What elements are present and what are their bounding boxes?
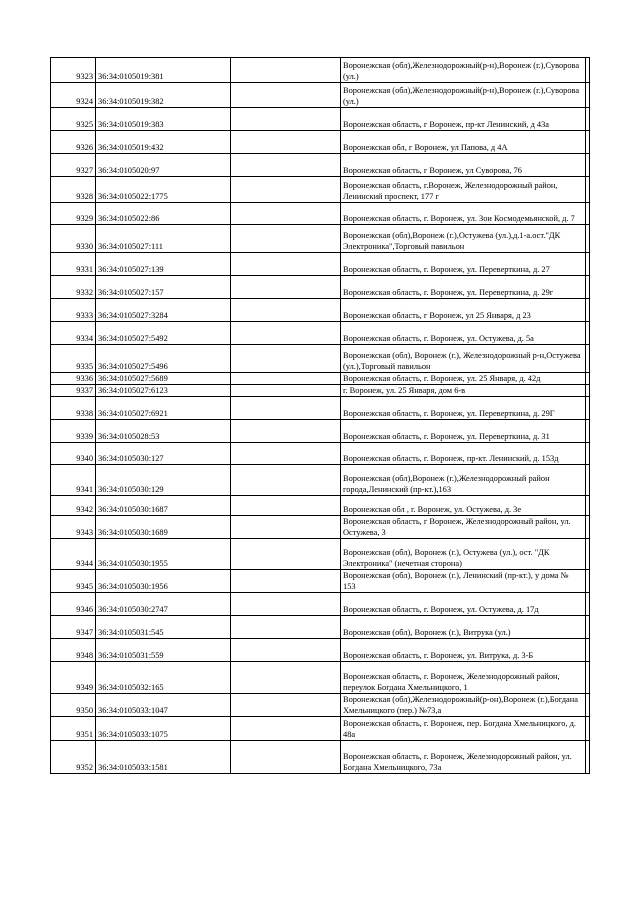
empty-cell — [586, 345, 590, 373]
empty-cell — [231, 420, 341, 443]
row-number: 9343 — [51, 516, 96, 539]
cadastral-number: 36:34:0105027:3284 — [96, 299, 231, 322]
empty-cell — [586, 443, 590, 465]
empty-cell — [231, 373, 341, 385]
cadastral-number: 36:34:0105033:1075 — [96, 717, 231, 741]
empty-cell — [586, 385, 590, 397]
cadastral-number: 36:34:0105027:5496 — [96, 345, 231, 373]
address-cell: Воронежская область, г. Воронеж, пер. Богдана Хмельницкого, д. 48а — [341, 717, 586, 741]
empty-cell — [231, 741, 341, 774]
table-row — [51, 397, 590, 420]
empty-cell — [231, 131, 341, 154]
cadastral-number: 36:34:0105027:111 — [96, 225, 231, 253]
table-row — [51, 83, 590, 108]
empty-cell — [586, 496, 590, 516]
row-number: 9334 — [51, 322, 96, 345]
table-row — [51, 496, 590, 516]
row-number: 9346 — [51, 593, 96, 616]
empty-cell — [586, 570, 590, 593]
cadastral-number: 36:34:0105020:97 — [96, 154, 231, 177]
table-row — [51, 203, 590, 225]
empty-cell — [586, 694, 590, 717]
address-cell: Воронежская область, г. Воронеж, Железнодорожный район, ул. Богдана Хмельницкого, 73а — [341, 741, 586, 774]
table-row — [51, 131, 590, 154]
cadastral-number: 36:34:0105022:1775 — [96, 177, 231, 203]
address-cell: Воронежская область, г. Воронеж, ул. Зои Космодемьянской, д. 7 — [341, 203, 586, 225]
address-cell: Воронежская область, г. Воронеж, Железнодорожный район, переулок Богдана Хмельницкого, 1 — [341, 662, 586, 694]
row-number: 9337 — [51, 385, 96, 397]
address-cell: Воронежская (обл), Воронеж (г.), Витрука (ул.) — [341, 616, 586, 639]
address-cell: Воронежская (обл),Железнодорожный(р-н),Воронеж (г.),Суворова (ул.) — [341, 58, 586, 83]
table-row — [51, 299, 590, 322]
cadastral-number: 36:34:0105027:139 — [96, 253, 231, 276]
empty-cell — [231, 516, 341, 539]
empty-cell — [231, 83, 341, 108]
empty-cell — [586, 203, 590, 225]
empty-cell — [586, 741, 590, 774]
empty-cell — [231, 345, 341, 373]
address-cell: Воронежская (обл), Воронеж (г.), Железнодорожный р-н,Остужева (ул.),Торговый павильон — [341, 345, 586, 373]
cadastral-number: 36:34:0105030:1689 — [96, 516, 231, 539]
empty-cell — [586, 616, 590, 639]
empty-cell — [586, 58, 590, 83]
cadastral-number: 36:34:0105028:53 — [96, 420, 231, 443]
empty-cell — [231, 397, 341, 420]
empty-cell — [231, 385, 341, 397]
empty-cell — [586, 717, 590, 741]
empty-cell — [586, 662, 590, 694]
row-number: 9352 — [51, 741, 96, 774]
address-cell: Воронежская область, г. Воронеж, ул. 25 Января, д. 42д — [341, 373, 586, 385]
row-number: 9332 — [51, 276, 96, 299]
row-number: 9342 — [51, 496, 96, 516]
address-cell: Воронежская (обл),Железнодорожный(р-он),Воронеж (г.),Богдана Хмельницкого (пер.) №73,а — [341, 694, 586, 717]
empty-cell — [586, 83, 590, 108]
cadastral-number: 36:34:0105030:127 — [96, 443, 231, 465]
row-number: 9328 — [51, 177, 96, 203]
cadastral-number: 36:34:0105030:1956 — [96, 570, 231, 593]
cadastral-number: 36:34:0105019:432 — [96, 131, 231, 154]
row-number: 9341 — [51, 465, 96, 496]
cadastral-number: 36:34:0105033:1047 — [96, 694, 231, 717]
table-row — [51, 253, 590, 276]
address-cell: Воронежская область, г. Воронеж, ул. Остужева, д. 5а — [341, 322, 586, 345]
empty-cell — [586, 373, 590, 385]
table-row — [51, 345, 590, 373]
table-row — [51, 322, 590, 345]
row-number: 9336 — [51, 373, 96, 385]
row-number: 9327 — [51, 154, 96, 177]
address-cell: Воронежская обл, г Воронеж, ул Папова, д 4А — [341, 131, 586, 154]
cadastral-number: 36:34:0105022:86 — [96, 203, 231, 225]
empty-cell — [586, 639, 590, 662]
empty-cell — [586, 465, 590, 496]
row-number: 9340 — [51, 443, 96, 465]
cadastral-number: 36:34:0105030:1955 — [96, 539, 231, 570]
empty-cell — [586, 397, 590, 420]
table-row — [51, 516, 590, 539]
empty-cell — [586, 516, 590, 539]
address-cell: Воронежская (обл),Железнодорожный(р-н),Воронеж (г.),Суворова (ул.) — [341, 83, 586, 108]
empty-cell — [586, 154, 590, 177]
address-cell: Воронежская область, г. Воронеж, ул. Переверткина, д. 29Г — [341, 397, 586, 420]
empty-cell — [231, 496, 341, 516]
table-row — [51, 694, 590, 717]
empty-cell — [586, 253, 590, 276]
address-cell: Воронежская область, г. Воронеж, ул. Витрука, д. 3-Б — [341, 639, 586, 662]
table-row — [51, 570, 590, 593]
table-row — [51, 616, 590, 639]
table-row — [51, 385, 590, 397]
table-row — [51, 465, 590, 496]
empty-cell — [586, 108, 590, 131]
row-number: 9351 — [51, 717, 96, 741]
empty-cell — [231, 225, 341, 253]
address-cell: г. Воронеж, ул. 25 Января, дом 6-в — [341, 385, 586, 397]
empty-cell — [586, 593, 590, 616]
empty-cell — [586, 131, 590, 154]
address-cell: Воронежская обл , г. Воронеж, ул. Остужева, д. 3е — [341, 496, 586, 516]
row-number: 9331 — [51, 253, 96, 276]
cadastral-number: 36:34:0105031:545 — [96, 616, 231, 639]
empty-cell — [231, 253, 341, 276]
empty-cell — [231, 443, 341, 465]
empty-cell — [231, 108, 341, 131]
empty-cell — [586, 299, 590, 322]
cadastral-number: 36:34:0105032:165 — [96, 662, 231, 694]
registry-table — [50, 57, 590, 774]
empty-cell — [586, 420, 590, 443]
address-cell: Воронежская область, г. Воронеж, пр-кт. Ленинский, д. 153д — [341, 443, 586, 465]
empty-cell — [231, 299, 341, 322]
empty-cell — [231, 639, 341, 662]
empty-cell — [231, 662, 341, 694]
table-row — [51, 276, 590, 299]
row-number: 9344 — [51, 539, 96, 570]
cadastral-number: 36:34:0105031:559 — [96, 639, 231, 662]
row-number: 9330 — [51, 225, 96, 253]
empty-cell — [231, 177, 341, 203]
cadastral-number: 36:34:0105027:5492 — [96, 322, 231, 345]
table-row — [51, 420, 590, 443]
address-cell: Воронежская область, г. Воронеж, ул. Переверткина, д. 27 — [341, 253, 586, 276]
empty-cell — [231, 616, 341, 639]
address-cell: Воронежская (обл),Воронеж (г.),Железнодорожный район города,Ленинский (пр-кт.),163 — [341, 465, 586, 496]
empty-cell — [231, 322, 341, 345]
table-row — [51, 373, 590, 385]
address-cell: Воронежская область, г Воронеж, пр-кт Ленинский, д 43а — [341, 108, 586, 131]
table-row — [51, 539, 590, 570]
cadastral-number: 36:34:0105030:2747 — [96, 593, 231, 616]
address-cell: Воронежская область, г. Воронеж, ул. Переверткина, д. 29г — [341, 276, 586, 299]
address-cell: Воронежская область, г. Воронеж, ул. Переверткина, д. 31 — [341, 420, 586, 443]
address-cell: Воронежская (обл), Воронеж (г.), Остужева (ул.), ост. "ДК Электроника" (нечетная сторона) — [341, 539, 586, 570]
address-cell: Воронежская (обл), Воронеж (г.), Ленинский (пр-кт.), у дома № 153 — [341, 570, 586, 593]
table-row — [51, 593, 590, 616]
address-cell: Воронежская (обл),Воронеж (г.),Остужева (ул.),д.1-а.ост."ДК Электроника",Торговый павильон — [341, 225, 586, 253]
row-number: 9349 — [51, 662, 96, 694]
table-row — [51, 662, 590, 694]
empty-cell — [231, 154, 341, 177]
table-row — [51, 108, 590, 131]
row-number: 9323 — [51, 58, 96, 83]
cadastral-number: 36:34:0105019:383 — [96, 108, 231, 131]
address-cell: Воронежская область, г. Воронеж, ул. Остужева, д. 17д — [341, 593, 586, 616]
row-number: 9345 — [51, 570, 96, 593]
address-cell: Воронежская область, г.Воронеж, Железнодорожный район, Ленинский проспект, 177 г — [341, 177, 586, 203]
empty-cell — [231, 570, 341, 593]
row-number: 9324 — [51, 83, 96, 108]
row-number: 9347 — [51, 616, 96, 639]
empty-cell — [586, 177, 590, 203]
row-number: 9325 — [51, 108, 96, 131]
empty-cell — [231, 58, 341, 83]
cadastral-number: 36:34:0105027:6123 — [96, 385, 231, 397]
empty-cell — [231, 539, 341, 570]
address-cell: Воронежская область, г Воронеж, ул 25 Января, д 23 — [341, 299, 586, 322]
empty-cell — [586, 539, 590, 570]
empty-cell — [231, 694, 341, 717]
empty-cell — [231, 593, 341, 616]
cadastral-number: 36:34:0105019:382 — [96, 83, 231, 108]
cadastral-number: 36:34:0105030:129 — [96, 465, 231, 496]
cadastral-number: 36:34:0105033:1581 — [96, 741, 231, 774]
cadastral-number: 36:34:0105030:1687 — [96, 496, 231, 516]
row-number: 9348 — [51, 639, 96, 662]
address-cell: Воронежская область, г Воронеж, ул Суворова, 76 — [341, 154, 586, 177]
row-number: 9326 — [51, 131, 96, 154]
table-row — [51, 717, 590, 741]
row-number: 9339 — [51, 420, 96, 443]
table-row — [51, 58, 590, 83]
empty-cell — [231, 203, 341, 225]
row-number: 9329 — [51, 203, 96, 225]
table-row — [51, 225, 590, 253]
row-number: 9335 — [51, 345, 96, 373]
row-number: 9338 — [51, 397, 96, 420]
table-row — [51, 639, 590, 662]
row-number: 9333 — [51, 299, 96, 322]
table-row — [51, 443, 590, 465]
cadastral-number: 36:34:0105027:157 — [96, 276, 231, 299]
empty-cell — [586, 225, 590, 253]
cadastral-number: 36:34:0105019:381 — [96, 58, 231, 83]
table-row — [51, 154, 590, 177]
cadastral-number: 36:34:0105027:5689 — [96, 373, 231, 385]
empty-cell — [231, 276, 341, 299]
empty-cell — [586, 322, 590, 345]
row-number: 9350 — [51, 694, 96, 717]
address-cell: Воронежская область, г Воронеж, Железнодорожный район, ул. Остужева, 3 — [341, 516, 586, 539]
empty-cell — [231, 717, 341, 741]
empty-cell — [231, 465, 341, 496]
table-row — [51, 177, 590, 203]
cadastral-number: 36:34:0105027:6921 — [96, 397, 231, 420]
table-row — [51, 741, 590, 774]
empty-cell — [586, 276, 590, 299]
